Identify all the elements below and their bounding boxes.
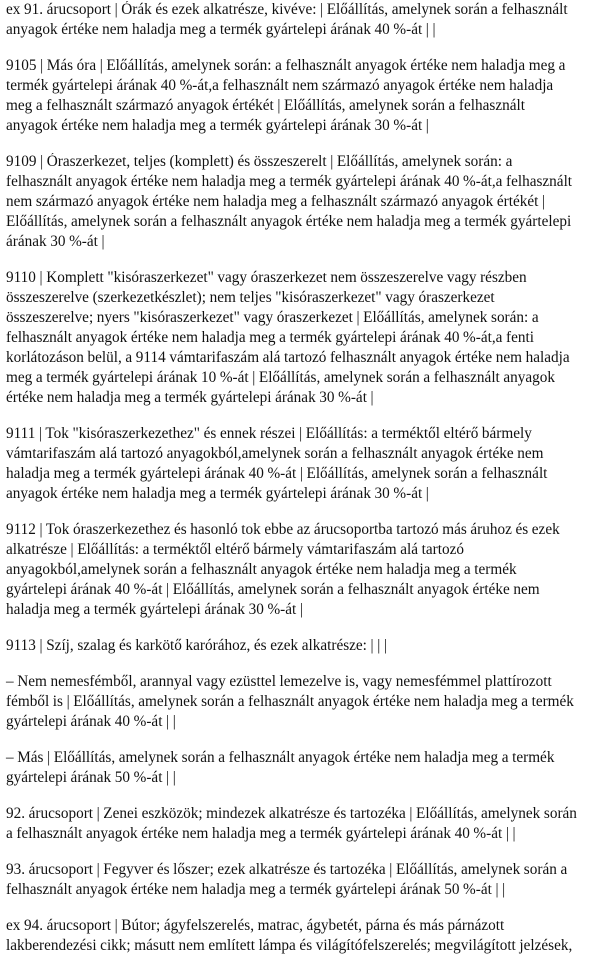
text-line: nem származó anyagok értéke nem haladja meg a felhasznált származó anyagok értékét | — [6, 193, 546, 210]
paragraph-92 — [6, 804, 600, 844]
text-line: összeszerelve (szerkezetkészlet); nem teljes "kisóraszerkezet" vagy óraszerkezet — [6, 289, 495, 306]
paragraph-9113-nonprecious — [6, 672, 600, 732]
paragraph-9105 — [6, 56, 600, 136]
text-line: 9105 | Más óra | Előállítás, amelynek során: a felhasznált anyagok értéke nem haladja meg a — [6, 57, 566, 74]
text-line: anyagokból,amelynek során a felhasznált anyagok értéke nem haladja meg a termék — [6, 561, 517, 578]
document-page — [6, 0, 600, 972]
text-line: a felhasznált anyagok értéke nem haladja meg a termék gyártelepi árának 40 %-át | | — [6, 825, 516, 842]
text-line: korlátozáson belül, a 9114 vámtarifaszám alá tartozó felhasznált anyagok értéke nem haladja — [6, 349, 570, 366]
text-line: 92. árucsoport | Zenei eszközök; mindezek alkatrésze és tartozéka | Előállítás, amelynek során — [6, 805, 577, 822]
text-line: gyártelepi árának 50 %-át | | — [6, 769, 176, 786]
text-line: lakberendezési cikk; másutt nem említett lámpa és világítófelszerelés; megvilágított jelzések, — [6, 937, 573, 954]
text-line: 9113 | Szíj, szalag és karkötő karórához, és ezek alkatrésze: | | | — [6, 637, 387, 654]
text-line: Előállítás, amelynek során a felhasznált anyagok értéke nem haladja meg a termék gyártelepi — [6, 213, 572, 230]
text-line: 9111 | Tok "kisóraszerkezethez" és ennek részei | Előállítás: a terméktől eltérő bármely — [6, 425, 532, 442]
text-line: – Más | Előállítás, amelynek során a felhasznált anyagok értéke nem haladja meg a termék — [6, 749, 555, 766]
text-line: 9110 | Komplett "kisóraszerkezet" vagy óraszerkezet nem összeszerelve vagy részben — [6, 269, 527, 286]
text-line: meg a termék gyártelepi árának 10 %-át | Előállítás, amelynek során a felhasznált anyagok — [6, 369, 556, 386]
text-line: anyagok értéke nem haladja meg a termék gyártelepi árának 30 %-át | — [6, 485, 429, 502]
text-line: felhasznált anyagok értéke nem haladja meg a termék gyártelepi árának 40 %-át,a felhasznált — [6, 173, 573, 190]
text-line: értéke nem haladja meg a termék gyártelepi árának 30 %-át | — [6, 389, 374, 406]
text-line: gyártelepi árának 40 %-át | Előállítás, amelynek során a felhasznált anyagok értéke nem — [6, 581, 540, 598]
text-line: összeszerelve; nyers "kisóraszerkezet" vagy óraszerkezet | Előállítás, amelynek során: a — [6, 309, 539, 326]
text-line: – Nem nemesfémből, arannyal vagy ezüsttel lemezelve is, vagy nemesfémmel plattírozott — [6, 673, 552, 690]
text-line: ex 94. árucsoport | Bútor; ágyfelszerelés, matrac, ágybetét, párna és más párnázott — [6, 917, 505, 934]
text-line: felhasznált anyagok értéke nem haladja meg a termék gyártelepi árának 50 %-át | | — [6, 881, 506, 898]
text-line: anyagok értéke nem haladja meg a termék gyártelepi árának 30 %-át | — [6, 117, 429, 134]
text-line: fémből is | Előállítás, amelynek során a felhasznált anyagok értéke nem haladja meg a termék — [6, 693, 574, 710]
text-line: meg a felhasznált származó anyagok értékét | Előállítás, amelynek során a felhasznált — [6, 97, 525, 114]
paragraph-9112 — [6, 520, 600, 620]
text-line: árának 30 %-át | — [6, 233, 105, 250]
text-line: felhasznált anyagok értéke nem haladja meg a termék gyártelepi árának 40 %-át,a fenti — [6, 329, 534, 346]
text-line: 93. árucsoport | Fegyver és lőszer; ezek alkatrésze és tartozéka | Előállítás, amelynek során a — [6, 861, 568, 878]
paragraph-9109 — [6, 152, 600, 252]
paragraph-9110 — [6, 268, 600, 408]
paragraph-ex-91 — [6, 0, 600, 40]
paragraph-9111 — [6, 424, 600, 504]
paragraph-9113 — [6, 636, 600, 656]
text-line: gyártelepi árának 40 %-át | | — [6, 713, 176, 730]
text-line: haladja meg a termék gyártelepi árának 30 %-át | — [6, 601, 303, 618]
text-line: 9112 | Tok óraszerkezethez és hasonló tok ebbe az árucsoportba tartozó más áruhoz és ezek — [6, 521, 560, 538]
paragraph-93 — [6, 860, 600, 900]
text-line: 9109 | Óraszerkezet, teljes (komplett) és összeszerelt | Előállítás, amelynek során: a — [6, 153, 513, 170]
paragraph-ex-94 — [6, 916, 600, 956]
text-line: anyagok értéke nem haladja meg a termék gyártelepi árának 40 %-át | | — [6, 21, 436, 38]
text-line: termék gyártelepi árának 40 %-át,a felhasznált nem származó anyagok értéke nem haladja — [6, 77, 554, 94]
text-line: alkatrésze | Előállítás: a terméktől eltérő bármely vámtarifaszám alá tartozó — [6, 541, 464, 558]
text-line: ex 91. árucsoport | Órák és ezek alkatrésze, kivéve: | Előállítás, amelynek során a felhasznált — [6, 1, 568, 18]
text-line: vámtarifaszám alá tartozó anyagokból,amelynek során a felhasznált anyagok értéke nem — [6, 445, 544, 462]
paragraph-9113-other — [6, 748, 600, 788]
text-line: haladja meg a termék gyártelepi árának 40 %-át | Előállítás, amelynek során a felhasznált — [6, 465, 548, 482]
